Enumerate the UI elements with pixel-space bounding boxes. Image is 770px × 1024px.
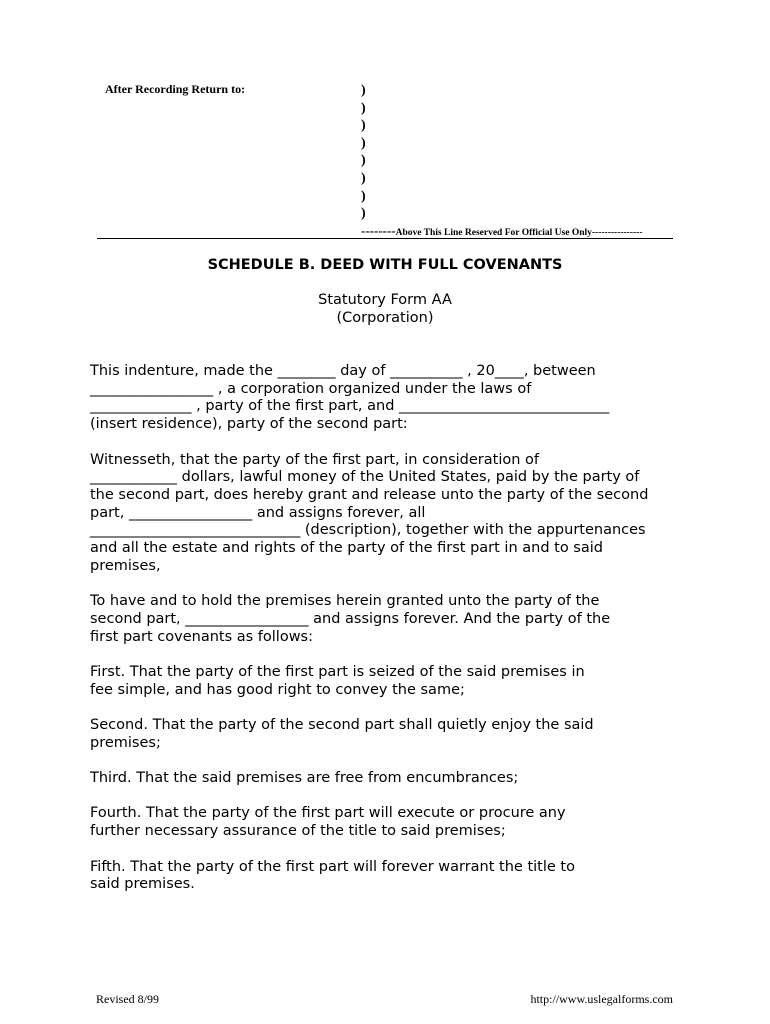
paren-line: ) xyxy=(361,170,366,186)
paren-line: ) xyxy=(361,153,366,169)
header-divider xyxy=(97,238,673,239)
covenant-fourth: Fourth. That the party of the first part will execute or procure any further necessary assurance of the title to said premises; xyxy=(90,805,566,840)
habendum-paragraph: To have and to hold the premises herein granted unto the party of the second part, _________________ and assigns forever. And the party of the first part covenants as follows: xyxy=(90,593,611,645)
official-use-notice xyxy=(361,223,643,239)
return-address-label: After Recording Return to: xyxy=(105,82,246,96)
footer-url: http://www.uslegalforms.com xyxy=(530,992,673,1006)
paren-line: ) xyxy=(361,83,366,98)
paren-line: ) xyxy=(361,188,366,204)
deed-body xyxy=(90,363,685,912)
indenture-paragraph: This indenture, made the ________ day of __________ , 20____, between _________________ , a corporation organized under the laws of ______________ , party of the first part, and _____________________________ (insert residence), party of the second part: xyxy=(90,363,610,433)
paren-line: ) xyxy=(361,118,366,134)
official-use-dashes: -------- xyxy=(361,223,396,238)
paren-line: ) xyxy=(361,206,366,222)
witnesseth-paragraph: Witnesseth, that the party of the first part, in consideration of ____________ dollars, lawful money of the United States, paid by the party of the second part, does hereby grant and release unto the party of the second part, _________________ and assigns forever, all _____________________________ (description), together with the appurtenances and all the estate and rights of the party of the first part in and to said premises, xyxy=(90,451,649,574)
covenant-third: Third. That the said premises are free from encumbrances; xyxy=(90,770,519,787)
covenant-second: Second. That the party of the second part shall quietly enjoy the said premises; xyxy=(90,717,594,751)
official-use-label: Above This Line Reserved For Official Use Only---------------- xyxy=(395,228,643,238)
covenant-fifth: Fifth. That the party of the first part will forever warrant the title to said premises. xyxy=(90,858,575,893)
paren-line: ) xyxy=(361,100,366,116)
recording-paren-column xyxy=(361,82,366,223)
document-title: SCHEDULE B. DEED WITH FULL COVENANTS xyxy=(207,257,563,273)
footer-revision: Revised 8/99 xyxy=(96,992,159,1006)
paren-line: ) xyxy=(361,135,366,151)
form-type: (Corporation) xyxy=(336,310,434,326)
covenant-first: First. That the party of the first part is seized of the said premises in fee simple, and has good right to convey the same; xyxy=(90,663,585,698)
form-name: Statutory Form AA xyxy=(318,292,452,308)
